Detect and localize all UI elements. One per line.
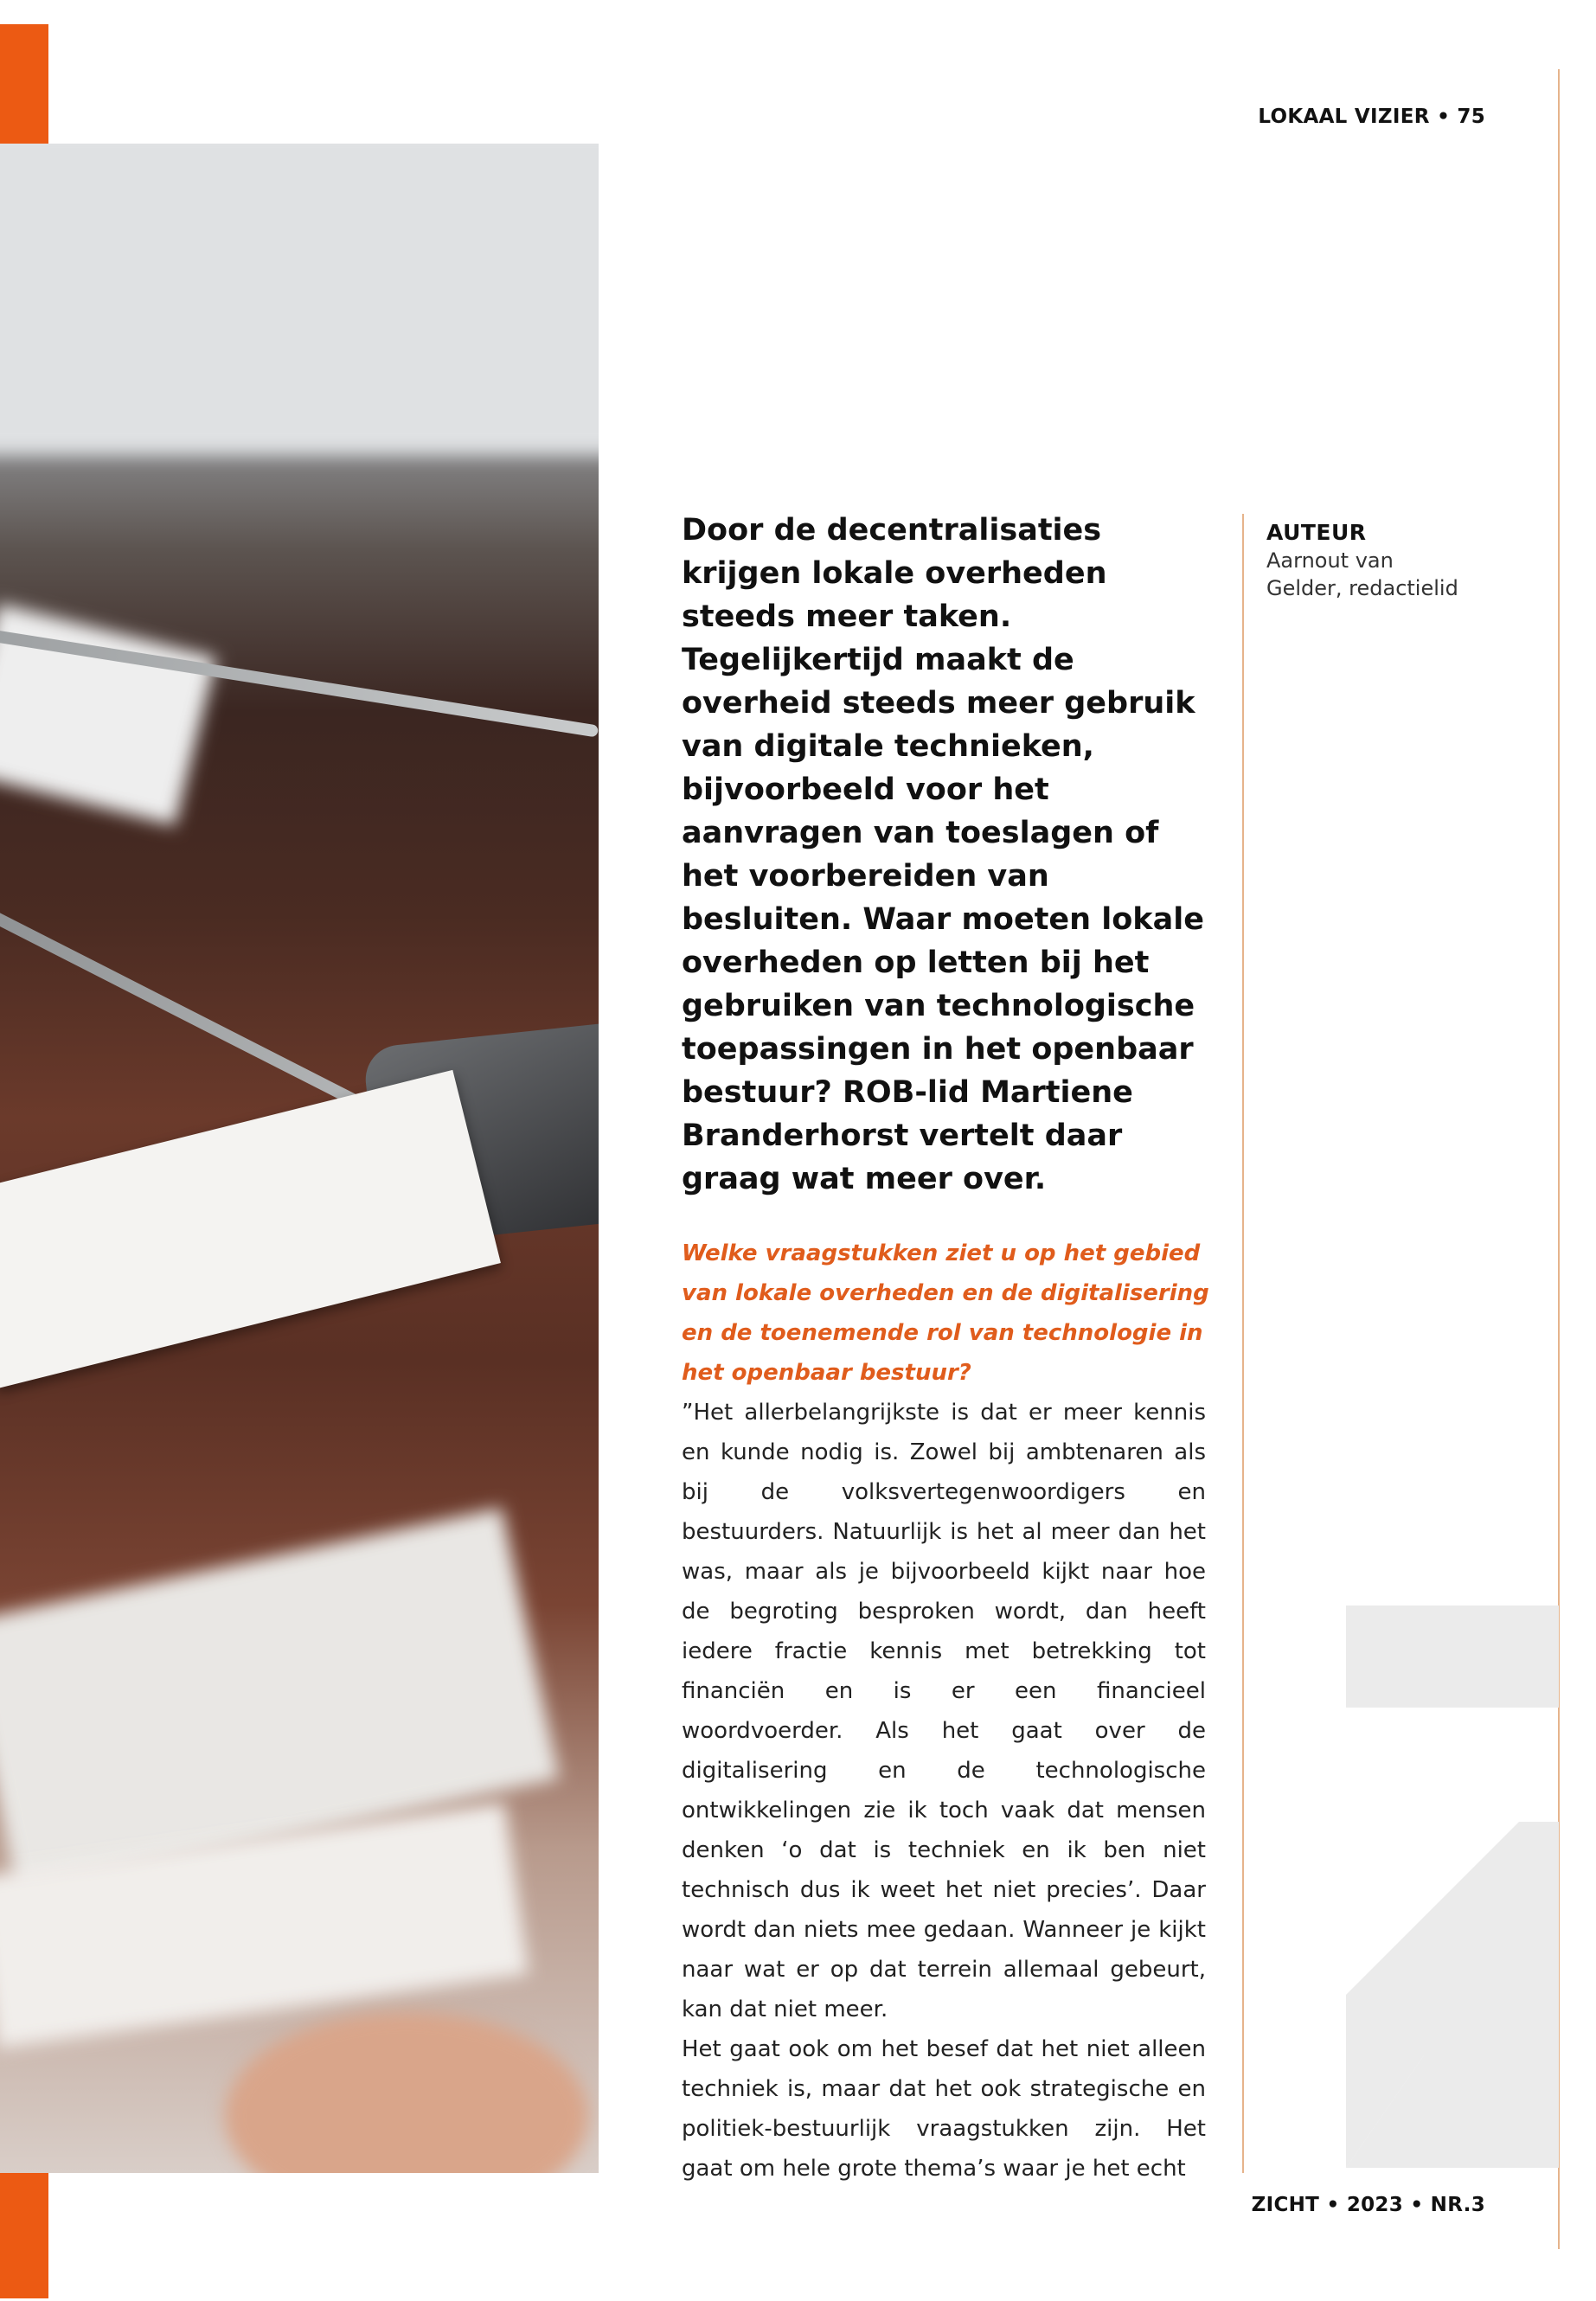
accent-bar-top xyxy=(0,24,48,144)
column-rule xyxy=(1242,514,1244,2173)
photo-backdrop-light xyxy=(0,144,599,455)
page-number: 75 xyxy=(1457,106,1485,128)
header-separator: • xyxy=(1437,106,1451,128)
interview-question: Welke vraagstukken ziet u op het gebied van lokale overheden en de digitalisering en de toenemende rol van technologie in het openbaar bestuur? xyxy=(682,1240,1209,1386)
meeting-table-photo xyxy=(0,144,599,2173)
author-block xyxy=(1266,519,1526,602)
author-label: AUTEUR xyxy=(1266,520,1367,545)
author-name: Aarnout van Gelder, redactielid xyxy=(1266,548,1458,600)
body-paragraph: Het gaat ook om het besef dat het niet alleen techniek is, maar dat het ook strategische en politiek-bestuurlijk vraagstukken zijn. Het gaat om hele grote thema’s waar je het echt xyxy=(682,2036,1206,2182)
footer-separator: • xyxy=(1326,2194,1340,2216)
zicht-logo-fragment xyxy=(1346,1606,1559,2168)
issue-year: 2023 xyxy=(1346,2194,1404,2216)
article-lede: Door de decentralisaties krijgen lokale overheden steeds meer taken. Tegelijkertijd maakt de overheid steeds meer gebruik van digitale technieken, bijvoorbeeld voor het aanvragen van toeslagen of het voorbereiden van besluiten. Waar moeten lokale overheden op letten bij het gebruiken van technologische toepassingen in het openbaar bestuur? ROB-lid Martiene Branderhorst vertelt daar graag wat meer over. xyxy=(682,513,1204,1196)
body-paragraph: ”Het allerbelangrijkste is dat er meer kennis en kunde nodig is. Zowel bij ambtenaren als bij de volksvertegenwoordigers en bestuurders. Natuurlijk is het al meer dan het was, maar als je bijvoorbeeld kijkt naar hoe de begroting besproken wordt, dan heeft iedere fractie kennis met betrekking tot financiën en is er een financieel woordvoerder. Als het gaat over de digitalisering en de technologische ontwikkelingen zie ik toch vaak dat mensen denken ‘o dat is techniek en ik ben niet technisch dus ik weet het niet precies’. Daar wordt dan niets mee gedaan. Wanneer je kijkt naar wat er op dat terrein allemaal gebeurt, kan dat niet meer. xyxy=(682,1400,1206,2022)
document-paper-1 xyxy=(0,1070,501,1388)
section-name: LOKAAL VIZIER xyxy=(1258,106,1430,128)
article-body xyxy=(682,1393,1206,2189)
magazine-name: ZICHT xyxy=(1251,2194,1320,2216)
hand-blur xyxy=(225,2012,588,2173)
footer-separator: • xyxy=(1410,2194,1424,2216)
accent-bar-bottom xyxy=(0,2173,48,2298)
issue-number: NR.3 xyxy=(1430,2194,1485,2216)
running-header xyxy=(1258,106,1485,128)
running-footer xyxy=(1252,2194,1485,2216)
